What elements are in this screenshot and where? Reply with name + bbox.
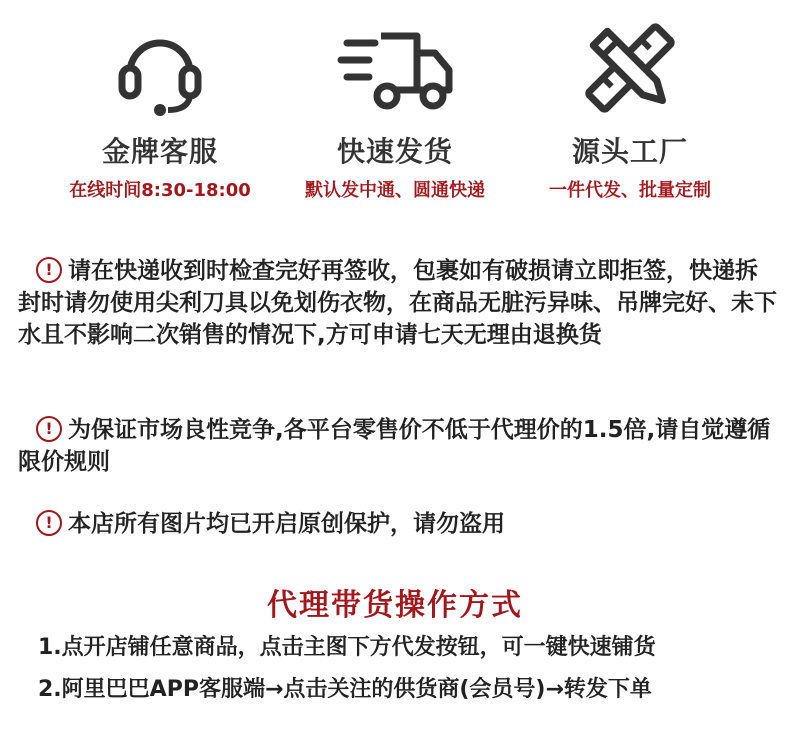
agency-step: 2.阿里巴巴APP客服端→点击关注的供货商(会员号)→转发下单 bbox=[38, 677, 652, 702]
feature-title: 金牌客服 bbox=[101, 135, 218, 168]
feature-subtitle: 在线时间8:30-18:00 bbox=[69, 180, 251, 201]
ruler-pencil-icon bbox=[580, 18, 680, 122]
feature-title: 快速发货 bbox=[336, 135, 453, 168]
warning-icon: ! bbox=[36, 510, 62, 536]
delivery-truck-icon bbox=[335, 18, 455, 122]
agency-step: 1.点开店铺任意商品，点击主图下方代发按钮，可一键快速铺货 bbox=[38, 635, 656, 660]
notice-copyright bbox=[18, 508, 780, 540]
notice-text: 本店所有图片均已开启原创保护，请勿盗用 bbox=[68, 511, 505, 537]
notice-text: 为保证市场良性竞争,各平台零售价不低于代理价的1.5倍,请自觉遵循限价规则 bbox=[18, 417, 771, 475]
feature-subtitle: 默认发中通、圆通快递 bbox=[305, 180, 485, 201]
feature-title: 源头工厂 bbox=[571, 135, 688, 168]
warning-icon: ! bbox=[36, 257, 62, 283]
warning-icon: ! bbox=[36, 416, 62, 442]
notice-price-limit bbox=[18, 414, 780, 478]
agency-section-title: 代理带货操作方式 bbox=[267, 588, 523, 623]
headset-icon bbox=[110, 18, 210, 122]
notice-inspection bbox=[18, 255, 780, 351]
notice-text: 请在快递收到时检查完好再签收，包裹如有破损请立即拒签，快递拆封时请勿使用尖利刀具以免划伤衣物，在商品无脏污异味、吊牌完好、未下水且不影响二次销售的情况下,方可申请七天无理由退换货 bbox=[18, 258, 777, 348]
feature-subtitle: 一件代发、批量定制 bbox=[549, 180, 711, 201]
feature-strip bbox=[0, 0, 790, 215]
